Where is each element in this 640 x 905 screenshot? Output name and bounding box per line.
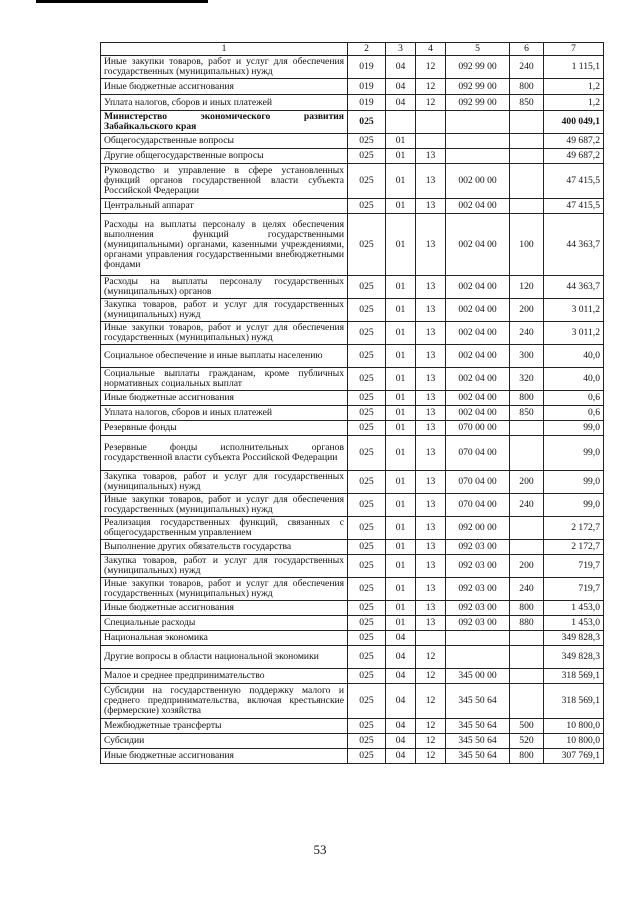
cell-sum: 3 011,2 [544,299,604,322]
cell-name: Закупка товаров, работ и услуг для государственных (муниципальных) нужд [101,299,348,322]
table-row [101,578,604,601]
cell-sum: 99,0 [544,471,604,494]
header-cell: 6 [510,43,544,56]
table-row [101,134,604,149]
cell-gr: 025 [348,601,386,616]
cell-csr: 092 99 00 [446,56,510,79]
cell-pr: 13 [416,421,446,436]
cell-vr: 500 [510,719,544,734]
cell-csr: 092 03 00 [446,601,510,616]
cell-rz: 01 [386,391,416,406]
cell-pr: 12 [416,56,446,79]
cell-csr: 002 04 00 [446,391,510,406]
header-cell: 5 [446,43,510,56]
cell-pr: 13 [416,578,446,601]
cell-gr: 019 [348,95,386,111]
table-row [101,214,604,276]
cell-rz: 01 [386,540,416,555]
cell-pr: 13 [416,406,446,421]
cell-rz: 01 [386,322,416,345]
cell-vr: 300 [510,345,544,368]
header-cell: 2 [348,43,386,56]
cell-rz: 01 [386,368,416,391]
cell-sum: 307 769,1 [544,749,604,764]
cell-name: Центральный аппарат [101,199,348,214]
cell-csr: 345 50 64 [446,684,510,719]
cell-pr: 13 [416,368,446,391]
cell-name: Иные бюджетные ассигнования [101,391,348,406]
cell-name: Социальное обеспечение и иные выплаты населению [101,345,348,368]
cell-name: Уплата налогов, сборов и иных платежей [101,95,348,111]
cell-gr: 025 [348,406,386,421]
cell-gr: 025 [348,646,386,669]
cell-pr: 13 [416,517,446,540]
cell-vr: 800 [510,79,544,95]
cell-name: Другие общегосударственные вопросы [101,149,348,164]
cell-name: Иные бюджетные ассигнования [101,79,348,95]
cell-rz: 01 [386,406,416,421]
cell-sum: 318 569,1 [544,684,604,719]
cell-vr [510,669,544,684]
cell-gr: 025 [348,749,386,764]
cell-name: Министерство экономического развития Забайкальского края [101,111,348,134]
table-row [101,601,604,616]
cell-pr: 12 [416,669,446,684]
cell-pr: 13 [416,540,446,555]
cell-name: Руководство и управление в сфере установленных функций органов государственной власти субъекта Российской Федерации [101,164,348,199]
cell-pr: 13 [416,616,446,631]
cell-csr: 002 04 00 [446,368,510,391]
cell-gr: 019 [348,79,386,95]
table-row [101,555,604,578]
table-row [101,149,604,164]
cell-rz: 04 [386,734,416,749]
cell-sum: 2 172,7 [544,517,604,540]
cell-pr: 13 [416,471,446,494]
header-cell: 4 [416,43,446,56]
cell-gr: 025 [348,669,386,684]
cell-pr: 13 [416,436,446,471]
cell-name: Субсидии [101,734,348,749]
cell-sum: 1,2 [544,95,604,111]
budget-table-body [101,43,604,764]
cell-pr: 13 [416,555,446,578]
cell-name: Резервные фонды исполнительных органов государственной власти субъекта Российской Федерации [101,436,348,471]
header-row [101,43,604,56]
cell-name: Расходы на выплаты персоналу государственных (муниципальных) органов [101,276,348,299]
cell-vr: 800 [510,749,544,764]
table-row [101,95,604,111]
cell-gr: 025 [348,134,386,149]
cell-vr: 850 [510,406,544,421]
cell-pr: 12 [416,749,446,764]
cell-sum: 1,2 [544,79,604,95]
cell-rz: 04 [386,749,416,764]
cell-csr: 070 04 00 [446,471,510,494]
cell-sum: 719,7 [544,555,604,578]
cell-rz: 04 [386,646,416,669]
cell-gr: 025 [348,719,386,734]
cell-csr: 002 04 00 [446,406,510,421]
cell-sum: 99,0 [544,436,604,471]
cell-csr [446,111,510,134]
table-row [101,646,604,669]
cell-rz: 01 [386,214,416,276]
cell-csr: 092 03 00 [446,555,510,578]
cell-vr [510,540,544,555]
cell-gr: 025 [348,276,386,299]
table-row [101,368,604,391]
cell-vr [510,436,544,471]
cell-sum: 47 415,5 [544,199,604,214]
cell-name: Иные бюджетные ассигнования [101,749,348,764]
table-row [101,322,604,345]
table-row [101,540,604,555]
cell-name: Выполнение других обязательств государства [101,540,348,555]
cell-pr: 12 [416,79,446,95]
cell-vr: 320 [510,368,544,391]
cell-pr [416,111,446,134]
cell-pr [416,631,446,646]
cell-rz: 01 [386,517,416,540]
cell-sum: 1 453,0 [544,601,604,616]
table-row [101,299,604,322]
table-row [101,616,604,631]
cell-pr: 12 [416,684,446,719]
cell-pr: 12 [416,719,446,734]
cell-name: Национальная экономика [101,631,348,646]
cell-gr: 025 [348,199,386,214]
cell-gr: 025 [348,149,386,164]
cell-rz: 04 [386,719,416,734]
cell-gr: 025 [348,436,386,471]
cell-csr: 070 04 00 [446,494,510,517]
cell-gr: 025 [348,322,386,345]
cell-name: Уплата налогов, сборов и иных платежей [101,406,348,421]
cell-csr: 092 99 00 [446,95,510,111]
cell-rz: 01 [386,494,416,517]
cell-pr: 13 [416,149,446,164]
cell-name: Иные закупки товаров, работ и услуг для обеспечения государственных (муниципальных) нужд [101,322,348,345]
cell-pr: 13 [416,391,446,406]
cell-vr: 240 [510,56,544,79]
cell-rz: 01 [386,134,416,149]
cell-sum: 3 011,2 [544,322,604,345]
cell-rz: 01 [386,149,416,164]
cell-pr [416,134,446,149]
cell-vr [510,111,544,134]
cell-pr: 12 [416,646,446,669]
cell-name: Другие вопросы в области национальной экономики [101,646,348,669]
cell-name: Малое и среднее предпринимательство [101,669,348,684]
cell-csr: 345 50 64 [446,749,510,764]
cell-pr: 13 [416,199,446,214]
cell-sum: 400 049,1 [544,111,604,134]
cell-pr: 13 [416,322,446,345]
cell-name: Межбюджетные трансферты [101,719,348,734]
cell-name: Резервные фонды [101,421,348,436]
cell-gr: 025 [348,616,386,631]
cell-sum: 99,0 [544,421,604,436]
cell-csr: 002 04 00 [446,276,510,299]
cell-rz: 01 [386,345,416,368]
cell-pr: 13 [416,214,446,276]
cell-csr: 002 04 00 [446,345,510,368]
budget-table [100,42,604,764]
cell-vr [510,164,544,199]
cell-sum: 49 687,2 [544,149,604,164]
cell-vr: 520 [510,734,544,749]
table-row [101,164,604,199]
cell-name: Специальные расходы [101,616,348,631]
table-row [101,517,604,540]
cell-csr: 345 00 00 [446,669,510,684]
cell-rz: 01 [386,299,416,322]
cell-name: Иные бюджетные ассигнования [101,601,348,616]
cell-gr: 025 [348,494,386,517]
cell-sum: 318 569,1 [544,669,604,684]
cell-vr: 240 [510,494,544,517]
cell-gr: 025 [348,345,386,368]
cell-pr: 13 [416,601,446,616]
cell-sum: 0,6 [544,391,604,406]
cell-vr: 120 [510,276,544,299]
table-row [101,406,604,421]
cell-gr: 025 [348,214,386,276]
cell-sum: 47 415,5 [544,164,604,199]
cell-sum: 2 172,7 [544,540,604,555]
table-row [101,199,604,214]
cell-vr: 240 [510,578,544,601]
cell-csr: 092 00 00 [446,517,510,540]
cell-sum: 44 363,7 [544,276,604,299]
cell-name: Закупка товаров, работ и услуг для государственных (муниципальных) нужд [101,471,348,494]
cell-sum: 10 800,0 [544,734,604,749]
table-row [101,345,604,368]
cell-sum: 40,0 [544,345,604,368]
cell-rz: 01 [386,616,416,631]
cell-rz: 04 [386,79,416,95]
cell-sum: 0,6 [544,406,604,421]
cell-sum: 99,0 [544,494,604,517]
cell-gr: 019 [348,56,386,79]
cell-vr: 880 [510,616,544,631]
cell-pr: 12 [416,95,446,111]
cell-name: Общегосударственные вопросы [101,134,348,149]
cell-vr: 200 [510,555,544,578]
cell-sum: 49 687,2 [544,134,604,149]
cell-vr [510,199,544,214]
cell-name: Социальные выплаты гражданам, кроме публичных нормативных социальных выплат [101,368,348,391]
cell-csr: 002 00 00 [446,164,510,199]
cell-name: Субсидии на государственную поддержку малого и среднего предпринимательства, включая крестьянские (фермерские) хозяйства [101,684,348,719]
table-row [101,276,604,299]
table-row [101,684,604,719]
cell-gr: 025 [348,471,386,494]
cell-vr: 800 [510,601,544,616]
cell-rz: 01 [386,276,416,299]
cell-gr: 025 [348,734,386,749]
cell-csr: 092 03 00 [446,578,510,601]
cell-rz: 01 [386,578,416,601]
cell-name: Иные закупки товаров, работ и услуг для обеспечения государственных (муниципальных) нужд [101,578,348,601]
cell-gr: 025 [348,578,386,601]
header-cell: 3 [386,43,416,56]
cell-csr: 002 04 00 [446,299,510,322]
cell-rz: 01 [386,601,416,616]
table-row [101,719,604,734]
cell-gr: 025 [348,540,386,555]
cell-csr: 070 00 00 [446,421,510,436]
cell-vr [510,517,544,540]
table-row [101,669,604,684]
cell-sum: 10 800,0 [544,719,604,734]
table-row [101,79,604,95]
header-cell: 7 [544,43,604,56]
cell-pr: 13 [416,345,446,368]
top-rule [36,0,208,3]
cell-gr: 025 [348,299,386,322]
cell-name: Расходы на выплаты персоналу в целях обеспечения выполнения функций государственными (муниципальными) органами, казенными учреждениями, органами управления государственными внебюджетными фондами [101,214,348,276]
cell-csr: 345 50 64 [446,719,510,734]
cell-rz: 01 [386,164,416,199]
cell-name: Закупка товаров, работ и услуг для государственных (муниципальных) нужд [101,555,348,578]
table-row [101,631,604,646]
cell-vr: 850 [510,95,544,111]
cell-rz: 04 [386,95,416,111]
cell-vr [510,684,544,719]
cell-rz [386,111,416,134]
table-row [101,494,604,517]
cell-gr: 025 [348,164,386,199]
cell-sum: 44 363,7 [544,214,604,276]
cell-name: Иные закупки товаров, работ и услуг для обеспечения государственных (муниципальных) нужд [101,494,348,517]
cell-gr: 025 [348,421,386,436]
table-row [101,471,604,494]
cell-rz: 04 [386,631,416,646]
cell-vr: 240 [510,322,544,345]
cell-csr [446,134,510,149]
cell-vr [510,149,544,164]
cell-vr: 200 [510,299,544,322]
cell-rz: 01 [386,199,416,214]
table-row [101,56,604,79]
cell-vr: 800 [510,391,544,406]
cell-sum: 719,7 [544,578,604,601]
table-row [101,734,604,749]
cell-rz: 01 [386,421,416,436]
cell-sum: 40,0 [544,368,604,391]
cell-gr: 025 [348,368,386,391]
cell-gr: 025 [348,684,386,719]
cell-pr: 13 [416,494,446,517]
cell-name: Иные закупки товаров, работ и услуг для обеспечения государственных (муниципальных) нужд [101,56,348,79]
cell-csr: 092 03 00 [446,540,510,555]
cell-sum: 349 828,3 [544,646,604,669]
cell-vr [510,631,544,646]
table-row [101,391,604,406]
cell-name: Реализация государственных функций, связанных с общегосударственным управлением [101,517,348,540]
cell-csr [446,149,510,164]
cell-csr: 002 04 00 [446,322,510,345]
cell-rz: 01 [386,436,416,471]
cell-gr: 025 [348,111,386,134]
cell-csr [446,646,510,669]
cell-csr: 092 03 00 [446,616,510,631]
cell-gr: 025 [348,631,386,646]
cell-pr: 13 [416,276,446,299]
cell-gr: 025 [348,391,386,406]
cell-rz: 01 [386,555,416,578]
cell-sum: 1 115,1 [544,56,604,79]
table-row [101,111,604,134]
cell-sum: 349 828,3 [544,631,604,646]
page-number: 53 [313,842,327,857]
table-row [101,436,604,471]
cell-rz: 04 [386,684,416,719]
cell-gr: 025 [348,555,386,578]
cell-vr [510,646,544,669]
cell-csr: 092 99 00 [446,79,510,95]
cell-csr: 002 04 00 [446,214,510,276]
cell-sum: 1 453,0 [544,616,604,631]
table-row [101,749,604,764]
cell-rz: 01 [386,471,416,494]
cell-pr: 12 [416,734,446,749]
cell-csr [446,631,510,646]
cell-pr: 13 [416,299,446,322]
cell-csr: 345 50 64 [446,734,510,749]
cell-rz: 04 [386,669,416,684]
table-row [101,421,604,436]
cell-vr: 100 [510,214,544,276]
cell-gr: 025 [348,517,386,540]
cell-csr: 070 04 00 [446,436,510,471]
cell-rz: 04 [386,56,416,79]
cell-pr: 13 [416,164,446,199]
cell-vr: 200 [510,471,544,494]
cell-vr [510,134,544,149]
header-cell: 1 [101,43,348,56]
cell-csr: 002 04 00 [446,199,510,214]
cell-vr [510,421,544,436]
